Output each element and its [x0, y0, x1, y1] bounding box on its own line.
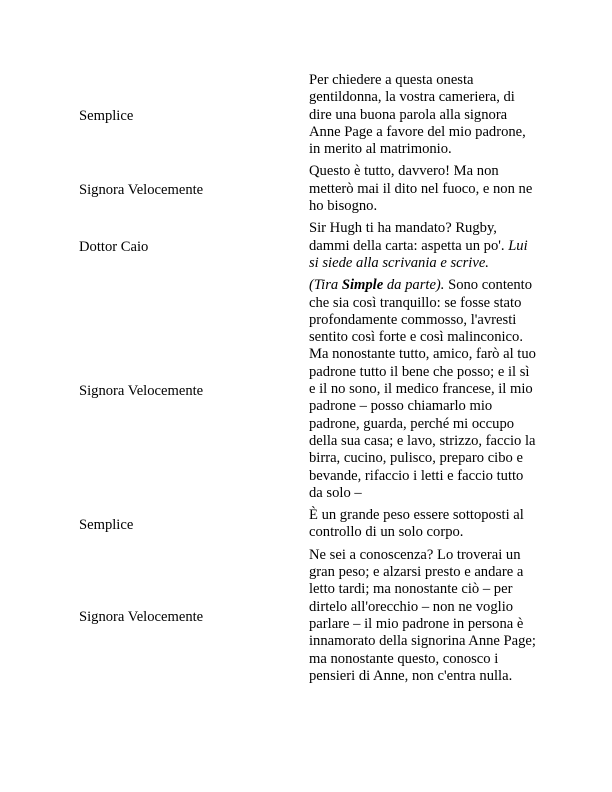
dialogue-text: Ne sei a conoscenza? Lo troverai un gran peso; e alzarsi presto e andare a letto tardi; ma nonostante ciò – per dirtelo all'orecchio – non ne voglio parlare – il mio padrone in persona è innamorato della signorina Anne Page; ma nonostante questo, conosco i pensieri di Anne, non c'entra nulla.: [309, 546, 536, 684]
dialogue-text: Sir Hugh ti ha mandato? Rugby, dammi della carta: aspetta un po'.: [309, 220, 505, 254]
speaker-name: Semplice: [79, 108, 134, 125]
dialogue-text: Per chiedere a questa onesta gentildonna, la vostra cameriera, di dire una buona parola alla signora Anne Page a favore del mio padrone, in merito al matrimonio.: [309, 72, 526, 158]
stage-direction-close: da parte).: [386, 277, 445, 294]
dialogue-text: È un grande peso essere sottoposti al controllo di un solo corpo.: [309, 507, 524, 541]
table-row: [75, 71, 539, 162]
table-row: [75, 276, 539, 506]
table-row: [75, 219, 539, 276]
speaker-name: Signora Velocemente: [79, 608, 204, 625]
dialogue-line: [309, 219, 539, 276]
table-row: [75, 546, 539, 689]
speaker-name: Semplice: [79, 517, 134, 534]
stage-direction: Lui si siede alla scrivania e scrive.: [309, 237, 528, 271]
script-table: [75, 71, 539, 689]
stage-direction-name: Simple: [341, 277, 384, 294]
dialogue-line: [309, 162, 539, 219]
dialogue-text: Sono contento che sia così tranquillo: se fosse stato profondamente commosso, l'avresti sentito così forte e così malinconico. Ma nonostante tutto, amico, farò al tuo padrone tutto il bene che posso; e il sì e il no sono, il medico francese, il mio padrone – posso chiamarlo mio padrone, guarda, perché mi occupo della sua casa; e lavo, strizzo, faccio la birra, cucino, pulisco, preparo cibo e bevande, rifaccio i letti e faccio tutto da solo –: [309, 277, 536, 501]
dialogue-line: [309, 546, 539, 689]
speaker-name: Signora Velocemente: [79, 382, 204, 399]
dialogue-line: [309, 506, 539, 546]
table-row: [75, 506, 539, 546]
dialogue-text: Questo è tutto, davvero! Ma non metterò mai il dito nel fuoco, e non ne ho bisogno.: [309, 163, 533, 215]
dialogue-line: [309, 276, 539, 506]
stage-direction-open: (Tira: [309, 277, 339, 294]
table-row: [75, 162, 539, 219]
speaker-name: Signora Velocemente: [79, 182, 204, 199]
dialogue-line: [309, 71, 539, 162]
speaker-name: Dottor Caio: [79, 239, 149, 256]
